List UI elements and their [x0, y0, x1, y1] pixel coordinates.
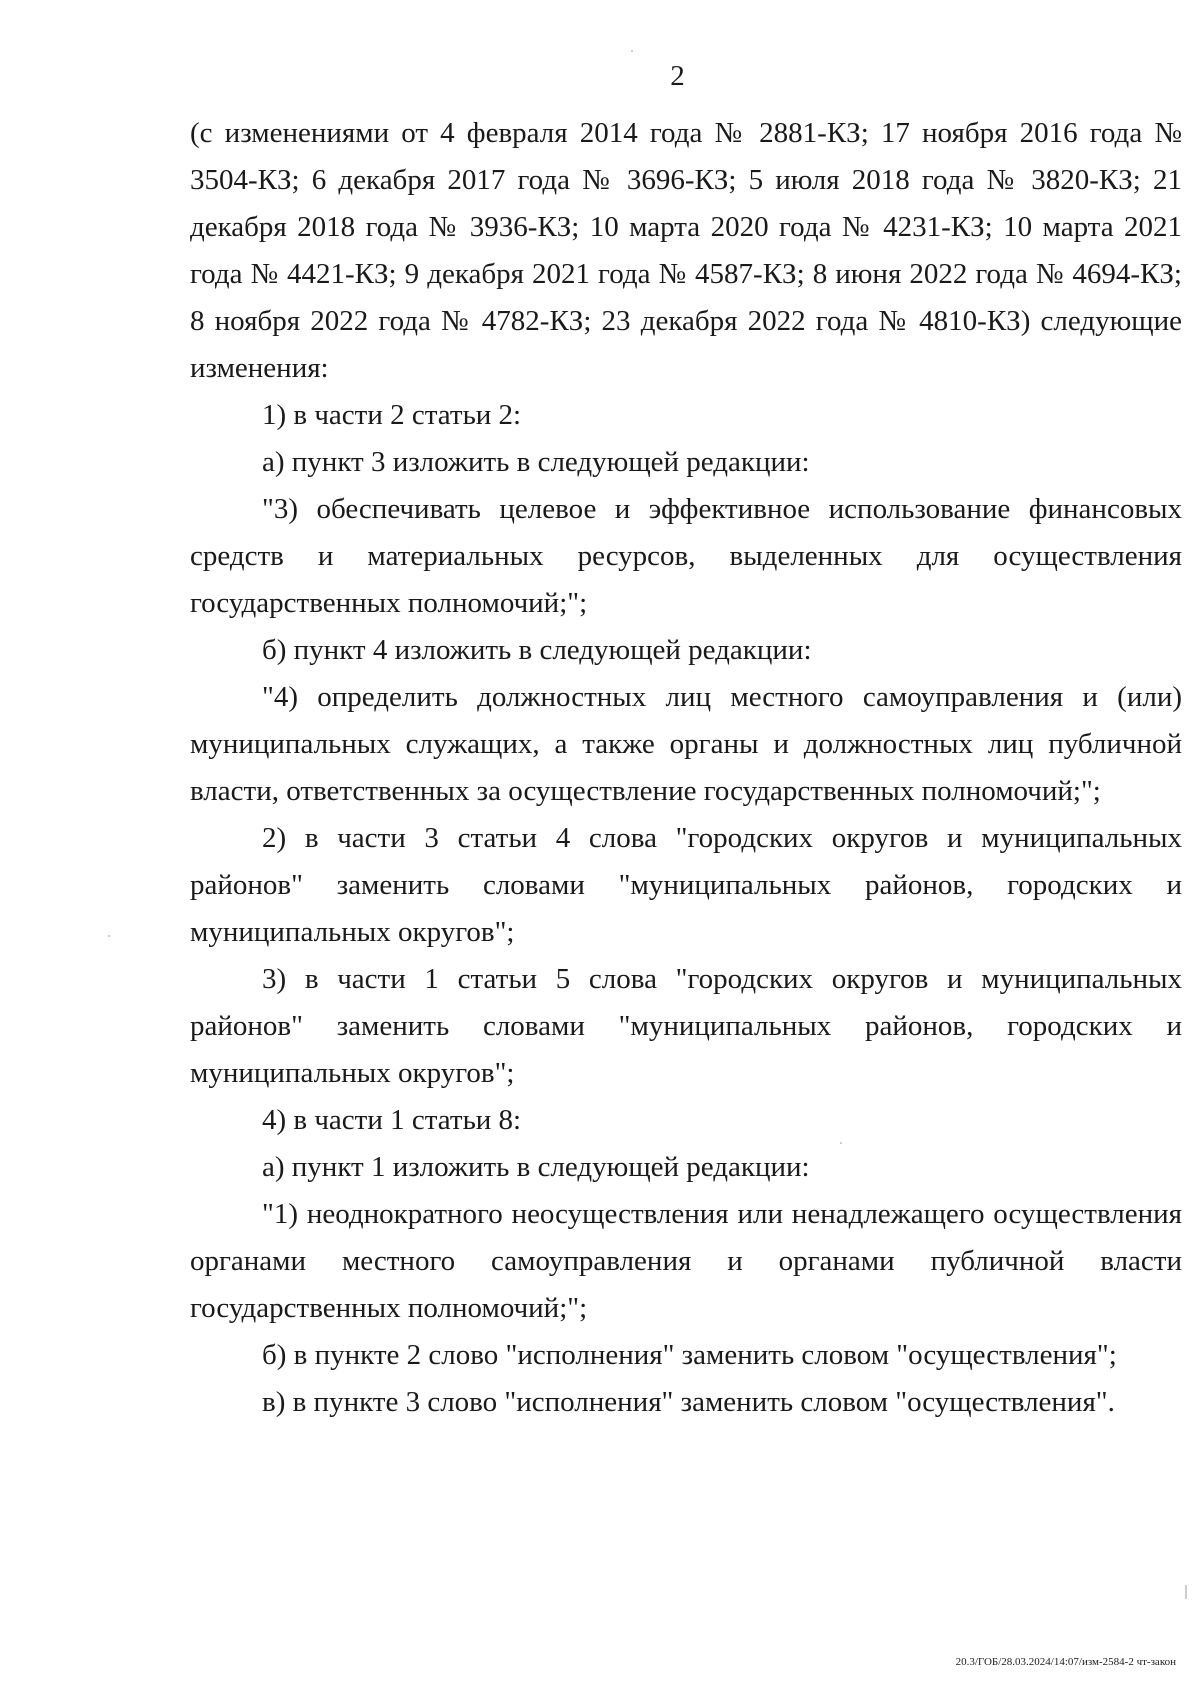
- paragraph: б) в пункте 2 слово "исполнения" заменить словом "осуществления";: [262, 1339, 1117, 1371]
- paragraph: б) пункт 4 изложить в следующей редакции:: [262, 634, 812, 666]
- paragraph: "1) неоднократного неосуществления или ненадлежащего осуществления органами местного самоуправления и органами публичной власти государственных полномочий;";: [190, 1198, 1182, 1324]
- page-number: 2: [670, 60, 685, 92]
- paragraph: (с изменениями от 4 февраля 2014 года № 2881-КЗ; 17 ноября 2016 года № 3504-КЗ; 6 декабря 2017 года № 3696-КЗ; 5 июля 2018 года № 3820-КЗ; 21 декабря 2018 года № 3936-КЗ; 10 марта 2020 года № 4231-КЗ; 10 марта 2021 года № 4421-КЗ; 9 декабря 2021 года № 4587-КЗ; 8 июня 2022 года № 4694-КЗ; 8 ноября 2022 года № 4782-КЗ; 23 декабря 2022 года № 4810-КЗ) следующие изменения:: [190, 117, 1182, 384]
- paragraph: а) пункт 3 изложить в следующей редакции:: [262, 446, 810, 478]
- paragraph: 2) в части 3 статьи 4 слова "городских округов и муниципальных районов" заменить словами "муниципальных районов, городских и муниципальных округов";: [190, 822, 1182, 948]
- paragraph: "3) обеспечивать целевое и эффективное использование финансовых средств и материальных ресурсов, выделенных для осуществления государственных полномочий;";: [190, 493, 1182, 619]
- paragraph: "4) определить должностных лиц местного самоуправления и (или) муниципальных служащих, а также органы и должностных лиц публичной власти, ответственных за осуществление государственных полномочий;";: [190, 681, 1182, 807]
- paragraph: в) в пункте 3 слово "исполнения" заменить словом "осуществления".: [262, 1386, 1115, 1418]
- document-body: [190, 110, 1182, 1426]
- scan-artifact: [108, 935, 110, 937]
- paragraph: 1) в части 2 статьи 2:: [262, 399, 522, 431]
- scan-artifact: [631, 50, 633, 52]
- paragraph: 4) в части 1 статьи 8:: [262, 1104, 522, 1136]
- paragraph: 3) в части 1 статьи 5 слова "городских округов и муниципальных районов" заменить словами "муниципальных районов, городских и муниципальных округов";: [190, 963, 1182, 1089]
- paragraph: а) пункт 1 изложить в следующей редакции:: [262, 1151, 810, 1183]
- scan-artifact: [1185, 1585, 1187, 1599]
- scan-artifact: [840, 1142, 842, 1144]
- document-footer-code: 20.3/ГОБ/28.03.2024/14:07/изм-2584-2 чт-закон: [955, 1656, 1176, 1668]
